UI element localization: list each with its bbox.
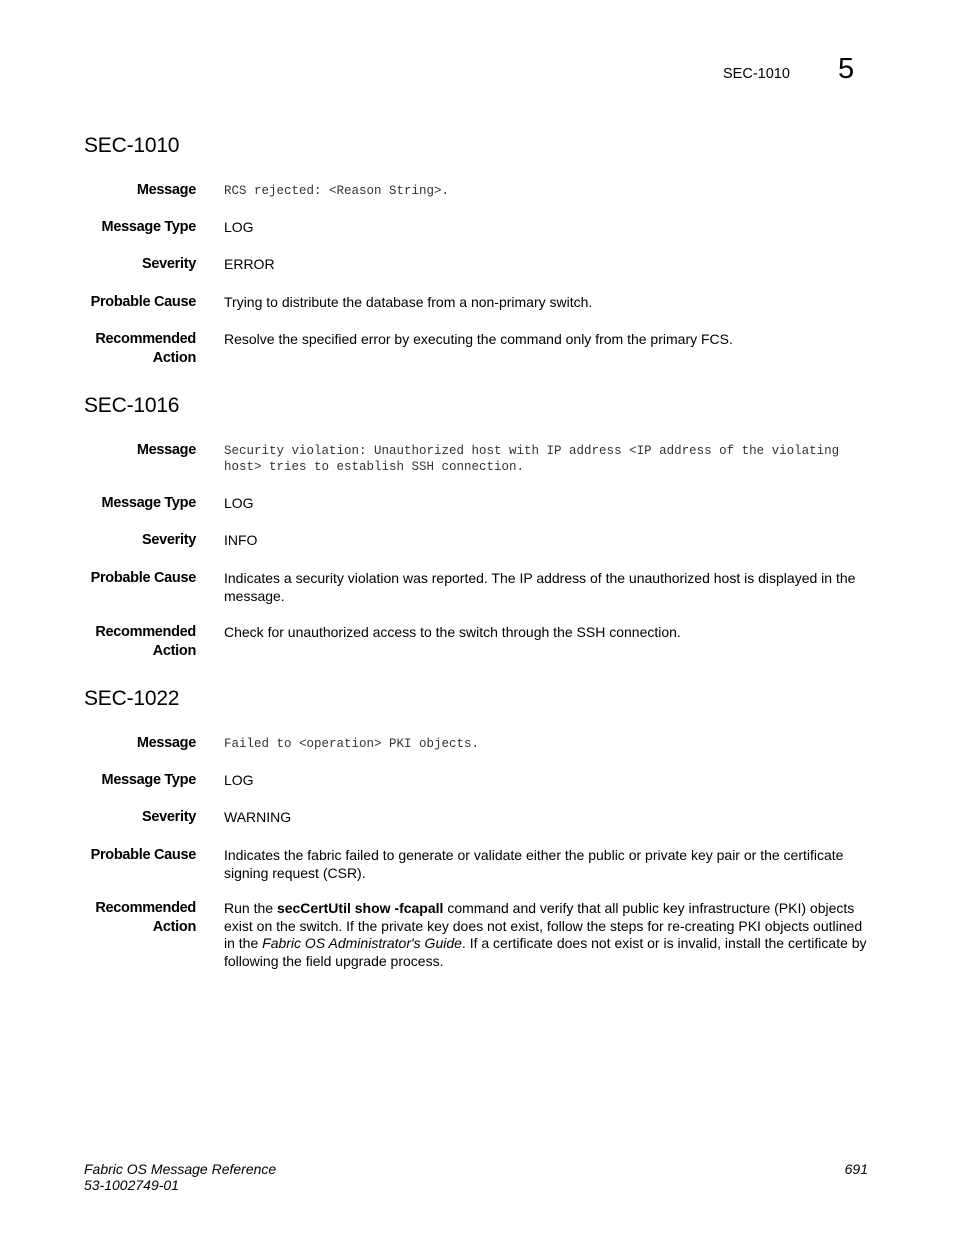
action-line — [224, 900, 869, 918]
action-line: following the field upgrade process. — [224, 952, 444, 969]
message-label: Message — [136, 735, 196, 751]
action-label-line: Action — [152, 643, 196, 659]
command-name: secCertUtil show -fcapall — [276, 900, 444, 916]
probable-cause-value — [224, 570, 869, 605]
recommended-action-label — [56, 330, 196, 368]
severity-label: Severity — [141, 532, 196, 548]
severity-label: Severity — [141, 809, 196, 825]
footer-page-number: 691 — [844, 1161, 868, 1177]
recommended-action-value — [224, 900, 869, 970]
probable-cause-value: Trying to distribute the database from a non-primary switch. — [224, 294, 593, 310]
chapter-number: 5 — [838, 53, 855, 85]
recommended-action-value: Check for unauthorized access to the switch through the SSH connection. — [224, 624, 681, 640]
section-title: SEC-1022 — [84, 687, 180, 710]
recommended-action-label — [56, 899, 196, 937]
recommended-action-label — [56, 623, 196, 661]
probable-cause-line: Indicates a security violation was reported. The IP address of the unauthorized host is displayed in the — [224, 570, 856, 586]
message-value: Failed to <operation> PKI objects. — [224, 737, 480, 751]
running-header-label: SEC-1010 — [723, 66, 790, 82]
probable-cause-label: Probable Cause — [90, 294, 196, 310]
action-label-line: Action — [152, 350, 196, 366]
message-line: Security violation: Unauthorized host with IP address <IP address of the violating — [224, 444, 840, 458]
action-text: . If a certificate does not exist or is invalid, install the certificate by — [461, 935, 867, 951]
footer-doc-number: 53-1002749-01 — [84, 1177, 179, 1193]
action-line: exist on the switch. If the private key does not exist, follow the steps for re-creating PKI objects outlined — [224, 917, 863, 934]
action-text: in the — [224, 935, 263, 951]
probable-cause-line: signing request (CSR). — [224, 864, 366, 881]
recommended-label-line: Recommended — [95, 331, 196, 347]
message-value: RCS rejected: <Reason String>. — [224, 184, 450, 198]
guide-title: Fabric OS Administrator's Guide — [262, 935, 462, 951]
footer-document-info — [84, 1161, 276, 1193]
message-line: host> tries to establish SSH connection. — [224, 460, 525, 474]
probable-cause-label: Probable Cause — [90, 570, 196, 586]
action-text: command and verify that all public key infrastructure (PKI) objects — [443, 900, 855, 916]
message-type-value: LOG — [224, 219, 254, 235]
severity-value: INFO — [224, 532, 258, 548]
message-value — [224, 443, 869, 475]
probable-cause-value — [224, 847, 869, 882]
probable-cause-line: message. — [224, 587, 285, 604]
probable-cause-label: Probable Cause — [90, 847, 196, 863]
recommended-label-line: Recommended — [95, 624, 196, 640]
action-text: Run the — [224, 900, 277, 916]
message-label: Message — [136, 442, 196, 458]
message-type-label: Message Type — [101, 495, 196, 511]
message-label: Message — [136, 182, 196, 198]
probable-cause-line: Indicates the fabric failed to generate or validate either the public or private key pair or the certificate — [224, 847, 844, 863]
recommended-action-value: Resolve the specified error by executing the command only from the primary FCS. — [224, 331, 733, 347]
message-type-label: Message Type — [101, 772, 196, 788]
severity-value: WARNING — [224, 809, 292, 825]
section-title: SEC-1016 — [84, 394, 180, 417]
action-line — [224, 935, 869, 953]
action-label-line: Action — [152, 919, 196, 935]
footer-doc-title: Fabric OS Message Reference — [84, 1161, 277, 1177]
message-type-value: LOG — [224, 772, 254, 788]
recommended-label-line: Recommended — [95, 900, 196, 916]
severity-label: Severity — [141, 256, 196, 272]
section-title: SEC-1010 — [84, 134, 180, 157]
message-type-value: LOG — [224, 495, 254, 511]
message-type-label: Message Type — [101, 219, 196, 235]
severity-value: ERROR — [224, 256, 275, 272]
